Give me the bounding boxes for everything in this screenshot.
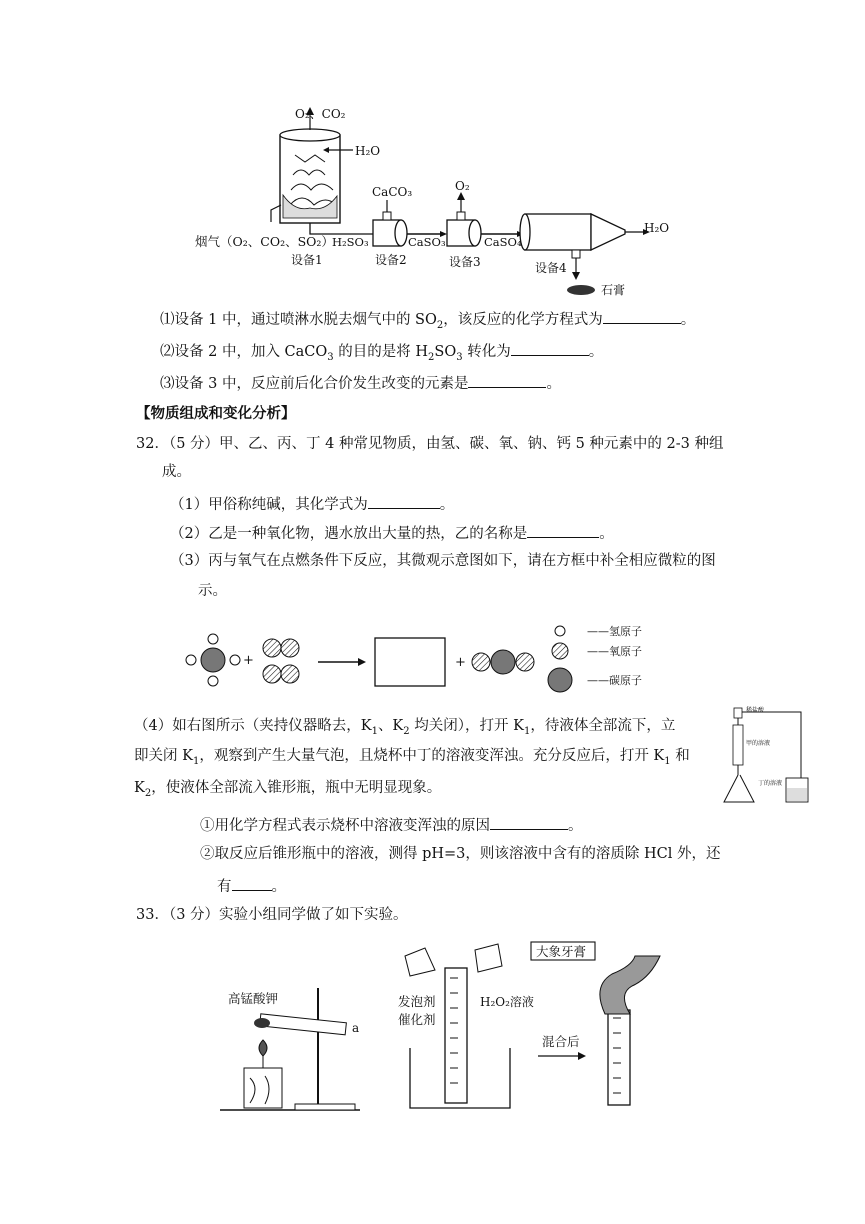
answer-blank-q32-4-1[interactable] (490, 814, 568, 830)
q31-p2-text-b: 的目的是将 H (333, 344, 429, 360)
section-heading: 【物质组成和变化分析】 (136, 405, 296, 422)
q32-p4-i1-text: ①用化学方程式表示烧杯中溶液变浑浊的原因 (200, 818, 490, 834)
q33-stem: 33．（3 分）实验小组同学做了如下实验。 (136, 907, 408, 923)
plus-sign-1: + (243, 653, 254, 668)
q31-p1-text-a: ⑴设备 1 中，通过喷淋水脱去烟气中的 SO (160, 312, 437, 328)
oxygen-molecules (263, 639, 299, 683)
q32-part4-line1 (134, 716, 675, 742)
q32-part4-line2 (134, 746, 690, 772)
q31-p3-text-a: ⑶设备 3 中，反应前后化合价发生改变的元素是 (160, 376, 469, 392)
q32-p1-text: （1）甲俗称纯碱，其化学式为 (170, 497, 368, 513)
label-device2: 设备2 (375, 253, 407, 267)
label-dilute-hcl: 稀盐酸 (746, 707, 765, 714)
particle-legend (548, 624, 642, 692)
label-after-mixing: 混合后 (542, 1034, 580, 1049)
label-caso3: CaSO₃ (408, 235, 446, 249)
q32-stem-line1: 32．（5 分）甲、乙、丙、丁 4 种常见物质，由氢、碳、氧、钠、钙 5 种元素中的 2-3 种组 (136, 436, 724, 452)
label-solution-ding: 丁的溶液 (758, 780, 783, 787)
q32-part1 (170, 493, 454, 515)
q32-part4-item2: ②取反应后锥形瓶中的溶液，测得 pH=3，则该溶液中含有的溶质除 HCl 外，还 (200, 846, 721, 862)
gypsum-pile-icon (567, 285, 595, 295)
label-flue-gas: 烟气（O₂、CO₂、SO₂） (195, 234, 334, 249)
answer-blank-q32-4-2[interactable] (232, 875, 272, 891)
q31-p2-end: 。 (588, 344, 604, 360)
apparatus-diagram (716, 700, 811, 810)
q32-p4-i2b-text: 有 (217, 879, 232, 895)
legend-carbon: ——碳原子 (587, 674, 642, 687)
answer-blank-q31-3[interactable] (468, 372, 546, 388)
q32-p4-t7: 和 (670, 748, 690, 764)
q32-p4-t8: K (134, 780, 145, 796)
q32-p4-t6: ，观察到产生大量气泡，且烧杯中丁的溶液变浑浊。充分反应后，打开 K (199, 748, 665, 764)
label-device3: 设备3 (449, 255, 481, 269)
q32-p4-t1: （4）如右图所示（夹持仪器略去，K (134, 718, 372, 734)
q31-p2-text-c: SO (434, 344, 457, 360)
q31-p3-end: 。 (546, 376, 561, 392)
sub-k2: 2 (403, 725, 410, 737)
q32-part3-line2: 示。 (198, 583, 227, 599)
q32-p4-i2-end: 。 (271, 879, 286, 895)
sub-k1b: 1 (523, 725, 531, 737)
q31-p2-sub1: 3 (327, 351, 334, 363)
label-kmno4: 高锰酸钾 (228, 991, 279, 1006)
kmno4-heating-setup (220, 988, 360, 1110)
co2-molecule (472, 650, 534, 674)
label-device4: 设备4 (535, 261, 567, 275)
q32-p4-t3: 均关闭），打开 K (409, 718, 524, 734)
q32-p2-text: （2）乙是一种氧化物，遇水放出大量的热，乙的名称是 (170, 526, 528, 542)
legend-hydrogen: ——氢原子 (587, 625, 642, 638)
label-catalyst: 催化剂 (398, 1012, 436, 1027)
label-h2so3: H₂SO₃ (332, 235, 369, 249)
process-flow-diagram (195, 100, 670, 300)
sub-k1c: 1 (192, 755, 200, 767)
answer-blank-q32-1[interactable] (368, 493, 440, 509)
sub-k2b: 2 (144, 787, 152, 799)
sub-k1d: 1 (664, 755, 671, 767)
q31-part2 (160, 340, 603, 368)
q32-p4-t5: 即关闭 K (134, 748, 193, 764)
q31-p2-text-d: 转化为 (462, 344, 511, 360)
label-h2o2: H₂O₂溶液 (480, 995, 534, 1009)
q32-p2-end: 。 (599, 526, 614, 542)
label-solution-jia: 甲的溶液 (746, 740, 771, 747)
q31-p1-text-b: ，该反应的化学方程式为 (443, 312, 603, 328)
q32-part3-line1: （3）丙与氧气在点燃条件下反应，其微观示意图如下，请在方框中补全相应微粒的图 (170, 553, 716, 569)
q32-p4-t4: ，待液体全部流下，立 (530, 718, 676, 734)
answer-blank-q32-2[interactable] (527, 522, 599, 538)
answer-blank-q31-2[interactable] (511, 340, 589, 356)
label-water-in: H₂O (355, 144, 381, 158)
answer-blank-q31-1[interactable] (603, 308, 681, 324)
plus-sign-2: + (455, 655, 466, 670)
q32-p4-t9: ，使液体全部流入锥形瓶，瓶中无明显现象。 (151, 780, 442, 796)
q31-p2-text-a: ⑵设备 2 中，加入 CaCO (160, 344, 328, 360)
q32-p4-i1-end: 。 (568, 818, 583, 834)
legend-oxygen: ——氧原子 (587, 645, 642, 658)
q32-part4-item2-cont (217, 875, 286, 897)
label-gas-out: O₂、CO₂ (295, 107, 346, 121)
q32-p4-t2: 、K (377, 718, 404, 734)
label-a: a (352, 1021, 360, 1035)
answer-box[interactable] (375, 638, 445, 686)
q31-p1-end: 。 (680, 312, 696, 328)
label-caco3: CaCO₃ (372, 185, 413, 199)
label-gypsum: 石膏 (601, 283, 626, 297)
q32-stem-line2: 成。 (162, 464, 191, 480)
q31-p2-sub3: 3 (456, 351, 463, 363)
experiment-diagrams (220, 938, 680, 1114)
label-elephant-toothpaste: 大象牙膏 (536, 944, 587, 959)
q32-p1-end: 。 (439, 497, 455, 513)
q32-part4-item1 (200, 814, 583, 836)
label-device1: 设备1 (291, 253, 323, 267)
q31-p2-sub2: 2 (428, 351, 435, 363)
q31-part3 (160, 372, 561, 394)
cylinder-in-trough (398, 944, 534, 1108)
elephant-toothpaste-cylinder (531, 942, 660, 1105)
microscopic-reaction-diagram (175, 618, 685, 700)
label-foaming-agent: 发泡剂 (398, 994, 436, 1009)
label-water-out: H₂O (644, 221, 670, 235)
q31-p1-sub: 2 (436, 319, 444, 331)
label-o2: O₂ (455, 179, 470, 193)
methane-molecule (186, 634, 240, 686)
q32-part2 (170, 522, 614, 544)
q32-part4-line3 (134, 778, 441, 804)
q31-part1 (160, 308, 695, 336)
sub-k1: 1 (371, 725, 378, 737)
label-caso4: CaSO₄ (484, 235, 522, 249)
